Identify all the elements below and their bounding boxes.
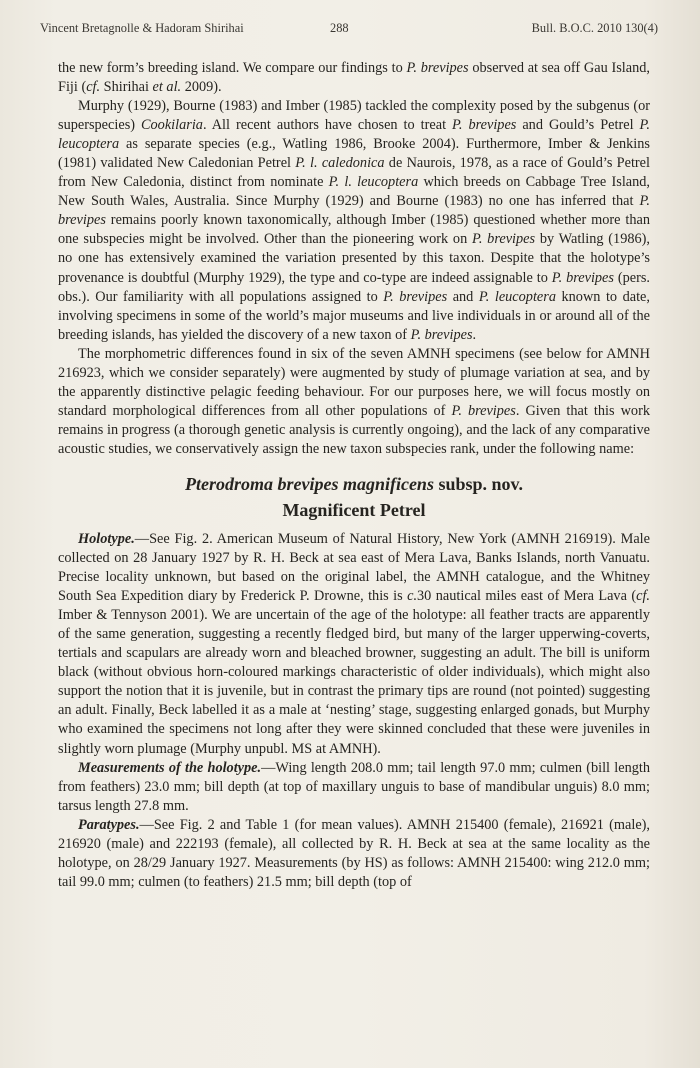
text-run: —Wing length 208.0 mm; tail length 97.0 mm; culmen (bill length from feathers) 23.0 mm; bill depth (at top of maxillary unguis to base of mandibular unguis) 8.0 mm; tarsus length 27.8 mm. bbox=[58, 759, 651, 814]
italic-run: P. brevipes bbox=[58, 193, 650, 229]
italic-run: P. brevipes bbox=[451, 402, 516, 419]
italic-run: c. bbox=[407, 588, 418, 605]
italic-run: P. brevipes bbox=[410, 326, 473, 343]
italic-run: P. leucoptera bbox=[478, 288, 556, 305]
italic-run: Cookilaria bbox=[141, 117, 203, 134]
text-run: —See Fig. 2. American Museum of Natural History, New York (AMNH 216919). Male collected on 28 January 1927 by R. H. Beck at sea east of Mera Lava, Banks Islands, north Vanuatu. Precise locality unknown, but based on the original label, the AMNH catalogue, and the Whitney South Sea Expedition diary by Frederick P. Drowne, this is bbox=[58, 530, 650, 605]
common-name-heading: Magnificent Petrel bbox=[282, 499, 426, 520]
text-run: observed at sea off Gau Island, Fiji ( bbox=[58, 60, 650, 96]
text-run: Imber & Tennyson 2001). We are uncertain of the age of the holotype: all feather tracts are apparently of the same generation, suggesting a recently fledged bird, but many of the larger upperwing-coverts, tertials and scapulars are already worn and bleached browner, suggesting an adult. The bill is uniform black (without obvious horn-coloured markings characteristic of older individuals), which might also support the notion that it is juvenile, but in contrast the primary tips are round (not pointed) suggesting an adult. Finally, Beck labelled it as a male at ‘nesting’ stage, suggesting enlarged gonads, but Murphy who examined the specimens not long after they were skinned concluded that these were juveniles in slightly worn plumage (Murphy unpubl. MS at AMNH). bbox=[58, 607, 650, 757]
paragraph-continuation bbox=[58, 59, 650, 97]
section-lead: Paratypes. bbox=[78, 816, 140, 833]
paragraph-measurements bbox=[58, 759, 650, 816]
italic-run: P. l. leucoptera bbox=[328, 174, 419, 191]
italic-run: P. leucoptera bbox=[58, 117, 650, 153]
text-run: de Naurois, 1978, as a race of Gould’s Petrel from New Caledonia, distinct from nominate bbox=[58, 155, 650, 191]
paragraph-taxonomy bbox=[58, 97, 650, 345]
text-run: remains poorly known taxonomically, although Imber (1985) questioned whether more than one subspecies might be involved. Other than the pioneering work on bbox=[58, 212, 650, 248]
italic-run: P. brevipes bbox=[551, 269, 614, 286]
running-head bbox=[40, 21, 666, 39]
taxon-heading bbox=[58, 471, 650, 497]
page-number: 288 bbox=[330, 21, 349, 35]
text-run: 2009). bbox=[181, 79, 222, 96]
text-run: 30 nautical miles east of Mera Lava ( bbox=[417, 588, 637, 605]
article-body bbox=[58, 59, 650, 892]
text-run: The morphometric differences found in six of the seven AMNH specimens (see below for AMNH 216923, which we consider separately) were augmented by study of plumage variation at sea, and by the apparently distinctive pelagic feeding behaviour. For our purposes here, we will focus mostly on standard morphological differences from all other populations of bbox=[58, 345, 650, 419]
italic-run: P. brevipes bbox=[452, 117, 517, 134]
text-run: —See Fig. 2 and Table 1 (for mean values). AMNH 215400 (female), 216921 (male), 216920 (male) and 222193 (female), all collected by R. H. Beck at sea at the same locality as the holotype, on 28/29 January 1927. Measurements (by HS) as follows: AMNH 215400: wing 212.0 mm; tail 99.0 mm; culmen (to feathers) 21.5 mm; bill depth (top of bbox=[58, 816, 650, 890]
section-lead: Holotype. bbox=[78, 530, 135, 547]
italic-run: cf. bbox=[636, 588, 650, 605]
text-run: which breeds on Cabbage Tree Island, New South Wales, Australia. Since Murphy (1929) and Bourne (1983) no one has inferred that bbox=[58, 174, 651, 210]
paragraph-morphometrics bbox=[58, 345, 650, 459]
text-run: Murphy (1929), Bourne (1983) and Imber (1985) tackled the complexity posed by the subgenus (or superspecies) bbox=[58, 98, 650, 134]
text-run: . All recent authors have chosen to treat bbox=[202, 117, 453, 134]
italic-run: et al. bbox=[152, 79, 182, 96]
text-run: . bbox=[472, 326, 477, 343]
italic-run: P. l. caledonica bbox=[295, 155, 385, 172]
italic-run: P. brevipes bbox=[406, 60, 469, 76]
text-run: and bbox=[447, 288, 479, 305]
section-lead: Measurements of the holotype. bbox=[78, 759, 262, 776]
taxon-rank: subsp. nov. bbox=[433, 473, 524, 494]
text-run: by Watling (1986), no one has extensively examined the variation presented by this taxon. Despite that the holotype’s provenance is doubtful (Murphy 1929), the type and co-type are indeed assignable to bbox=[58, 231, 650, 286]
text-run: known to date, involving specimens in some of the world’s major museums and live individuals in or around all of the breeding islands, has yielded the discovery of a new taxon of bbox=[58, 288, 650, 343]
running-head-journal: Bull. B.O.C. 2010 130(4) bbox=[531, 21, 658, 35]
text-run: Shirihai bbox=[100, 79, 153, 96]
italic-run: cf. bbox=[86, 79, 101, 96]
italic-run: P. brevipes bbox=[471, 231, 536, 248]
paragraph-paratypes bbox=[58, 816, 650, 892]
text-run: and Gould’s Petrel bbox=[516, 117, 640, 134]
text-run: as separate species (e.g., Watling 1986, Brooke 2004). Furthermore, Imber & Jenkins (1981) validated New Caledonian Petrel bbox=[58, 136, 650, 172]
running-head-authors: Vincent Bretagnolle & Hadoram Shirihai bbox=[40, 21, 244, 35]
scientific-name: Pterodroma brevipes magnificens bbox=[184, 473, 434, 494]
text-run: . Given that this work remains in progress (a thorough genetic analysis is currently ongoing), and the lack of any comparative acoustic studies, we conservatively assign the new taxon subspecies rank, under the following name: bbox=[58, 402, 650, 457]
italic-run: P. brevipes bbox=[383, 288, 448, 305]
paragraph-holotype bbox=[58, 530, 650, 759]
text-run: the new form’s breeding island. We compare our findings to bbox=[58, 60, 407, 76]
text-run: (pers. obs.). Our familiarity with all populations assigned to bbox=[58, 269, 650, 305]
